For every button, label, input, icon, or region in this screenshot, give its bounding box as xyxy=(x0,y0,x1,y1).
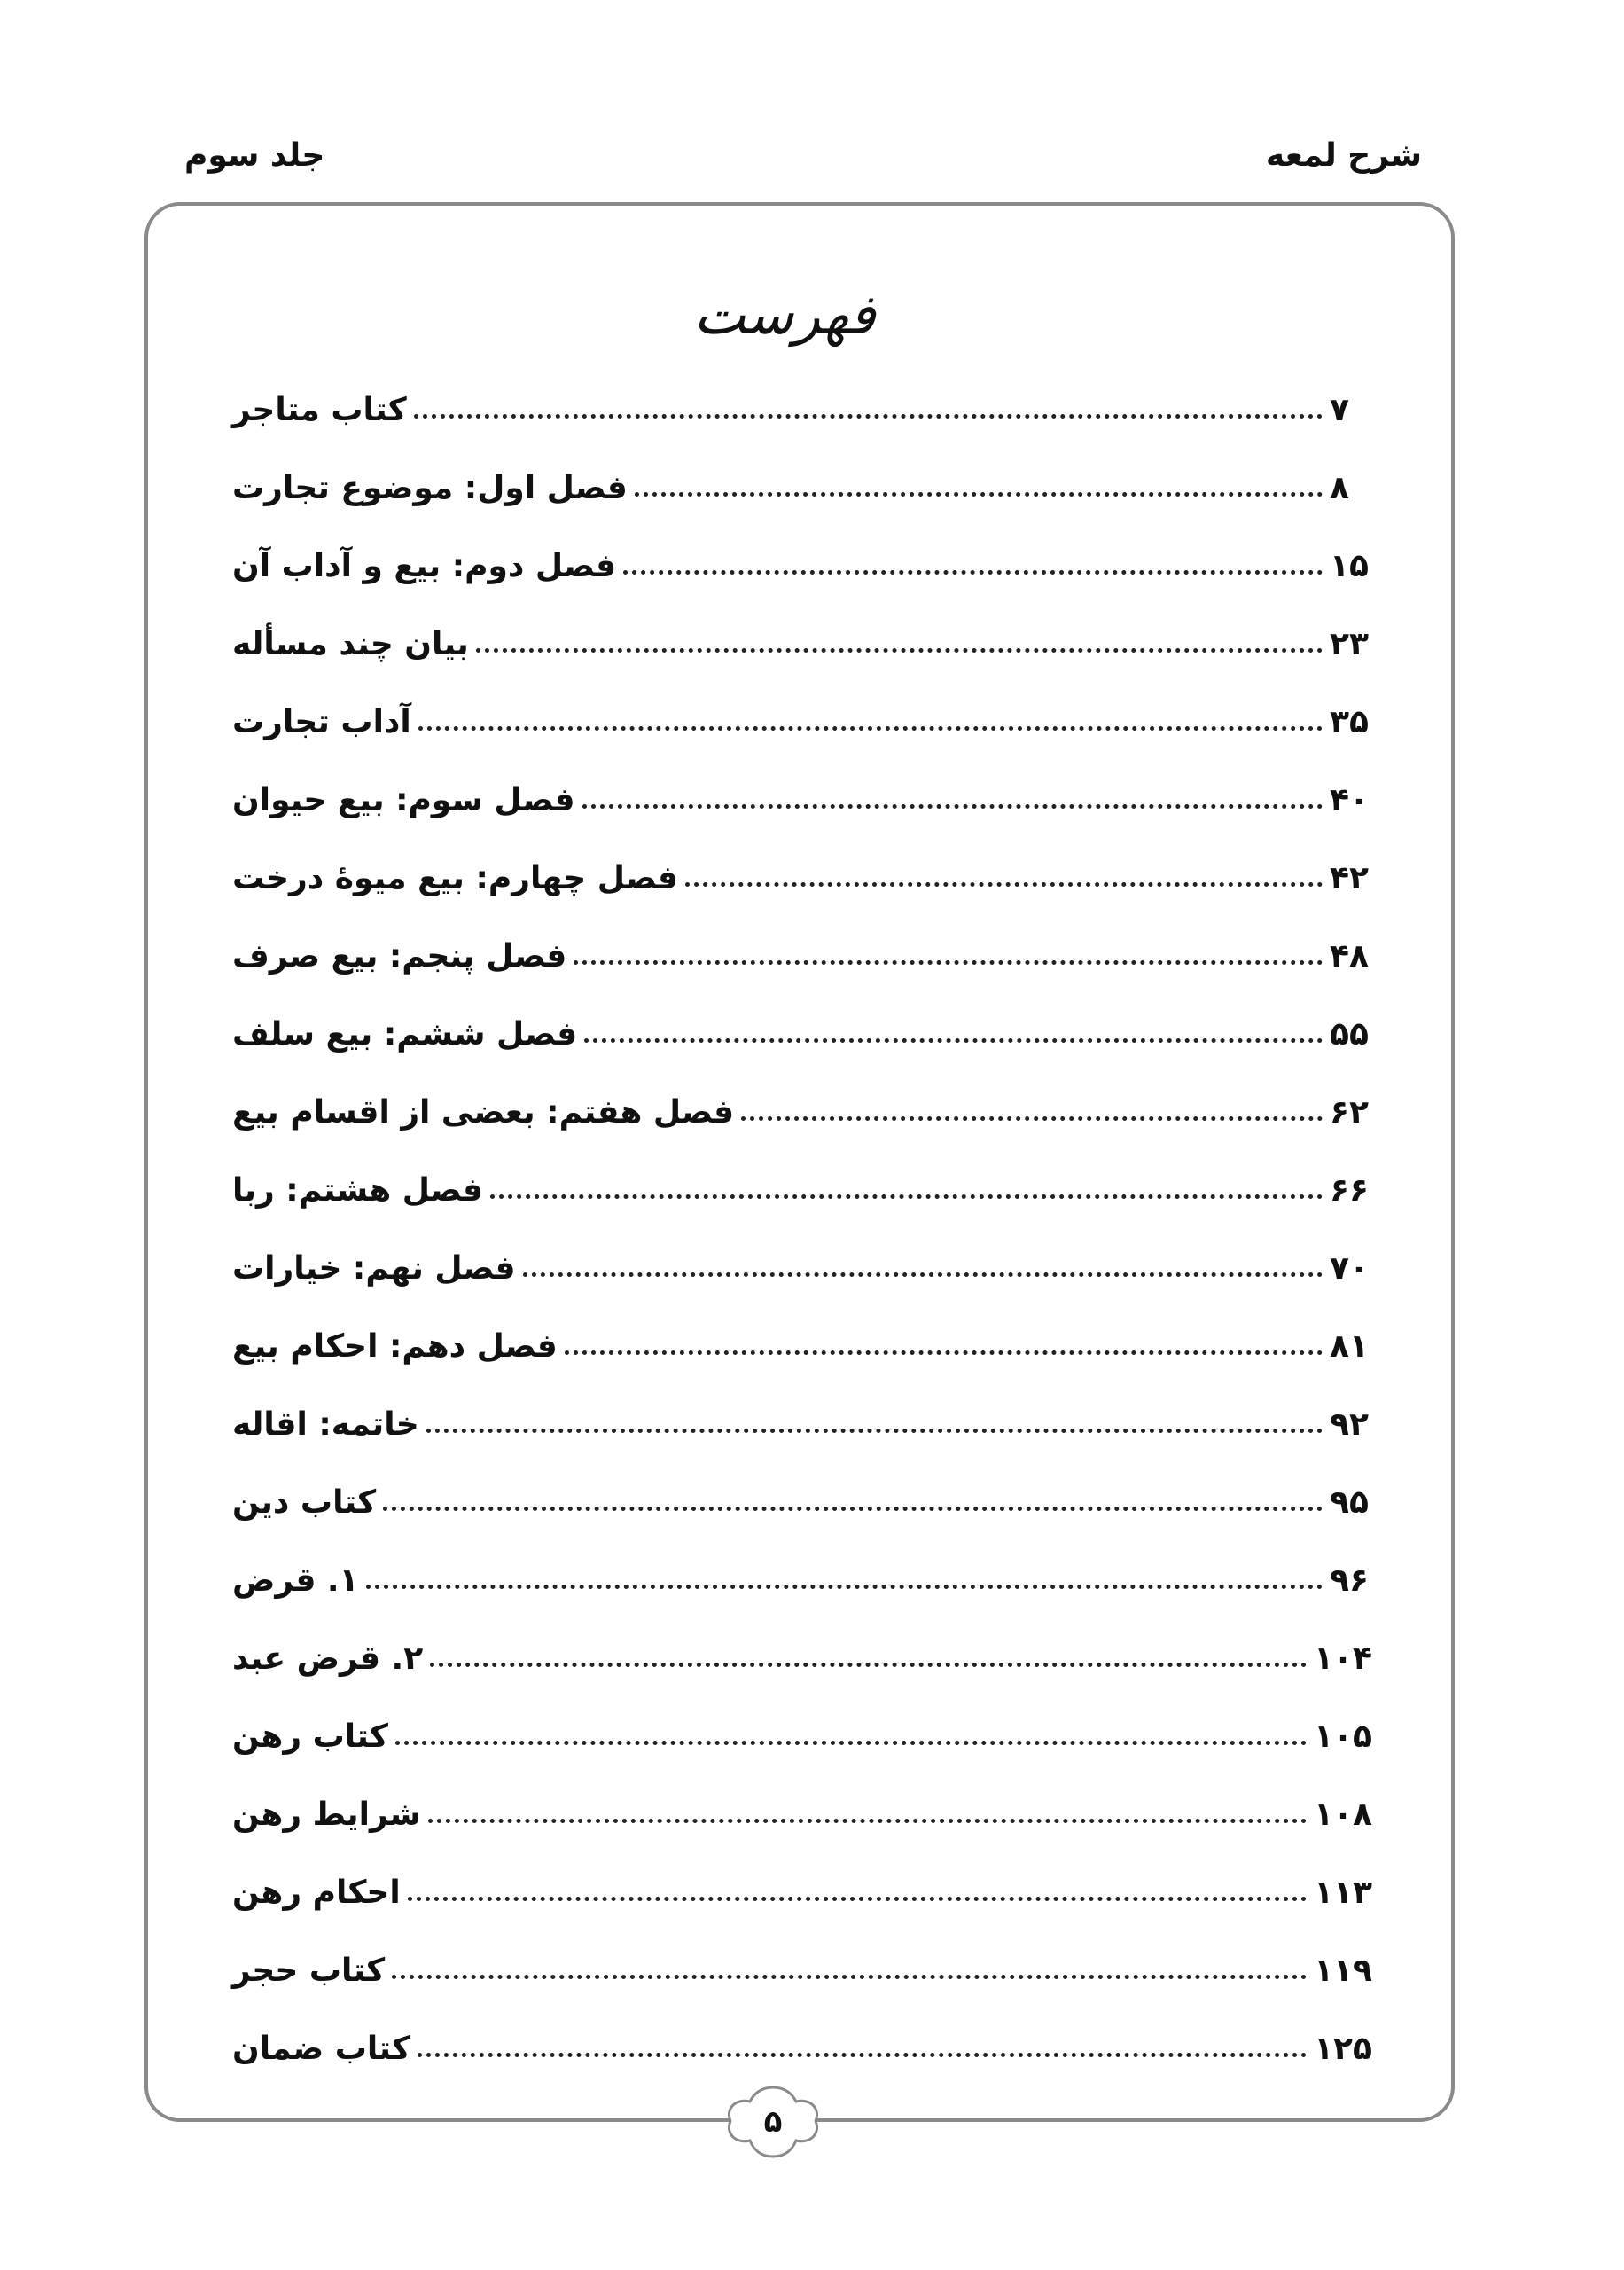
dot-leader xyxy=(392,1975,1307,1979)
toc-entry-label: فصل هشتم: ربا xyxy=(232,1171,483,1209)
toc-entry-label: فصل پنجم: بیع صرف xyxy=(232,937,567,975)
toc-entry-label: کتاب حجر xyxy=(232,1952,386,1989)
toc-entry-label: فصل دوم: بیع و آداب آن xyxy=(232,547,617,584)
toc-entry[interactable] xyxy=(227,1775,1372,1853)
toc-entry[interactable] xyxy=(227,449,1372,527)
toc-entry-page: ۳۵ xyxy=(1330,703,1369,740)
toc-entry[interactable] xyxy=(227,761,1372,839)
toc-entry-label: فصل چهارم: بیع میوهٔ درخت xyxy=(232,859,678,896)
toc-entry-page: ۵۵ xyxy=(1330,1015,1369,1053)
toc-entry[interactable] xyxy=(227,995,1372,1073)
toc-entry[interactable] xyxy=(227,527,1372,605)
dot-leader xyxy=(490,1194,1323,1199)
toc-title: فهرست xyxy=(693,282,876,347)
dot-leader xyxy=(383,1507,1323,1511)
toc-entry-page: ۱۰۵ xyxy=(1314,1718,1372,1755)
toc-entry[interactable] xyxy=(227,1931,1372,2009)
dot-leader xyxy=(685,882,1323,887)
toc-entry-page: ۱۱۳ xyxy=(1314,1874,1372,1911)
dot-leader xyxy=(418,2053,1307,2057)
toc-entry-page: ۹۶ xyxy=(1330,1562,1369,1599)
toc-entry[interactable] xyxy=(227,1307,1372,1385)
dot-leader xyxy=(565,1350,1323,1355)
toc-entry-label: کتاب متاجر xyxy=(232,391,407,428)
toc-entry-label: آداب تجارت xyxy=(232,703,411,740)
toc-entry-page: ۲۳ xyxy=(1330,625,1369,662)
toc-entry-label: احکام رهن xyxy=(232,1874,401,1911)
toc-entry-page: ۱۲۵ xyxy=(1314,2030,1372,2067)
toc-entry[interactable] xyxy=(227,605,1372,683)
toc-entry-page: ۷۰ xyxy=(1330,1249,1369,1287)
toc-entry-page: ۸۱ xyxy=(1330,1327,1369,1365)
toc-entry[interactable] xyxy=(227,839,1372,917)
toc-entry[interactable] xyxy=(227,1463,1372,1541)
toc-entry-label: فصل ششم: بیع سلف xyxy=(232,1015,578,1053)
toc-entry-label: فصل دهم: احکام بیع xyxy=(232,1327,558,1365)
toc-entry-page: ۶۶ xyxy=(1330,1171,1369,1209)
dot-leader xyxy=(584,1038,1323,1043)
volume-label: جلد سوم xyxy=(184,137,325,174)
toc-entry[interactable] xyxy=(227,1853,1372,1931)
toc-entry-label: خاتمه: اقاله xyxy=(232,1405,419,1443)
dot-leader xyxy=(623,570,1323,575)
toc-entry[interactable] xyxy=(227,1541,1372,1619)
toc-entry-page: ۱۰۸ xyxy=(1314,1796,1372,1833)
toc-entry-page: ۱۰۴ xyxy=(1314,1640,1372,1677)
toc-entry-page: ۹۵ xyxy=(1330,1483,1369,1521)
toc-entry-label: کتاب ضمان xyxy=(232,2030,411,2067)
toc-entry[interactable] xyxy=(227,1073,1372,1151)
toc-entry-label: ۱. قرض xyxy=(232,1562,359,1599)
toc-entry-label: کتاب دین xyxy=(232,1483,377,1521)
dot-leader xyxy=(430,1663,1307,1667)
toc-entry-page: ۴۸ xyxy=(1330,937,1369,975)
dot-leader xyxy=(574,960,1323,965)
toc-entry-label: بیان چند مسأله xyxy=(232,625,469,662)
toc-entry[interactable] xyxy=(227,1151,1372,1229)
toc-entry-label: فصل اول: موضوع تجارت xyxy=(232,469,628,506)
toc-entry[interactable] xyxy=(227,1619,1372,1697)
toc-entry-page: ۱۱۹ xyxy=(1314,1952,1372,1989)
toc-entry[interactable] xyxy=(227,683,1372,761)
toc-entry[interactable] xyxy=(227,2009,1372,2087)
toc-entry[interactable] xyxy=(227,1229,1372,1307)
toc-entry-label: فصل نهم: خیارات xyxy=(232,1249,516,1287)
toc-entry-page: ۸ xyxy=(1330,469,1349,506)
toc-entry[interactable] xyxy=(227,371,1372,449)
dot-leader xyxy=(414,414,1323,419)
dot-leader xyxy=(741,1116,1323,1121)
toc-entry[interactable] xyxy=(227,1697,1372,1775)
toc-entry-label: ۲. قرض عبد xyxy=(232,1640,424,1677)
page-number: ۵ xyxy=(763,2104,783,2140)
dot-leader xyxy=(428,1819,1307,1823)
dot-leader xyxy=(476,648,1323,653)
toc-entry-label: کتاب رهن xyxy=(232,1718,388,1755)
toc-entry-label: فصل هفتم: بعضی از اقسام بیع xyxy=(232,1093,735,1131)
toc-entry-label: شرایط رهن xyxy=(232,1796,421,1833)
toc-entry-label: فصل سوم: بیع حیوان xyxy=(232,781,575,818)
dot-leader xyxy=(582,804,1323,809)
toc-entry[interactable] xyxy=(227,1385,1372,1463)
dot-leader xyxy=(395,1741,1307,1745)
dot-leader xyxy=(426,1429,1323,1433)
toc-entry-page: ۷ xyxy=(1330,391,1349,428)
toc-entry-page: ۴۲ xyxy=(1330,859,1369,896)
dot-leader xyxy=(366,1585,1323,1589)
toc-entry-page: ۹۲ xyxy=(1330,1405,1369,1443)
toc-entry-page: ۶۲ xyxy=(1330,1093,1369,1131)
toc-list xyxy=(227,371,1372,2087)
toc-entry-page: ۱۵ xyxy=(1330,547,1369,584)
book-title: شرح لمعه xyxy=(1265,137,1422,174)
toc-entry[interactable] xyxy=(227,917,1372,995)
dot-leader xyxy=(523,1272,1323,1277)
dot-leader xyxy=(408,1897,1307,1901)
dot-leader xyxy=(418,726,1323,731)
toc-entry-page: ۴۰ xyxy=(1330,781,1369,818)
dot-leader xyxy=(635,492,1323,497)
